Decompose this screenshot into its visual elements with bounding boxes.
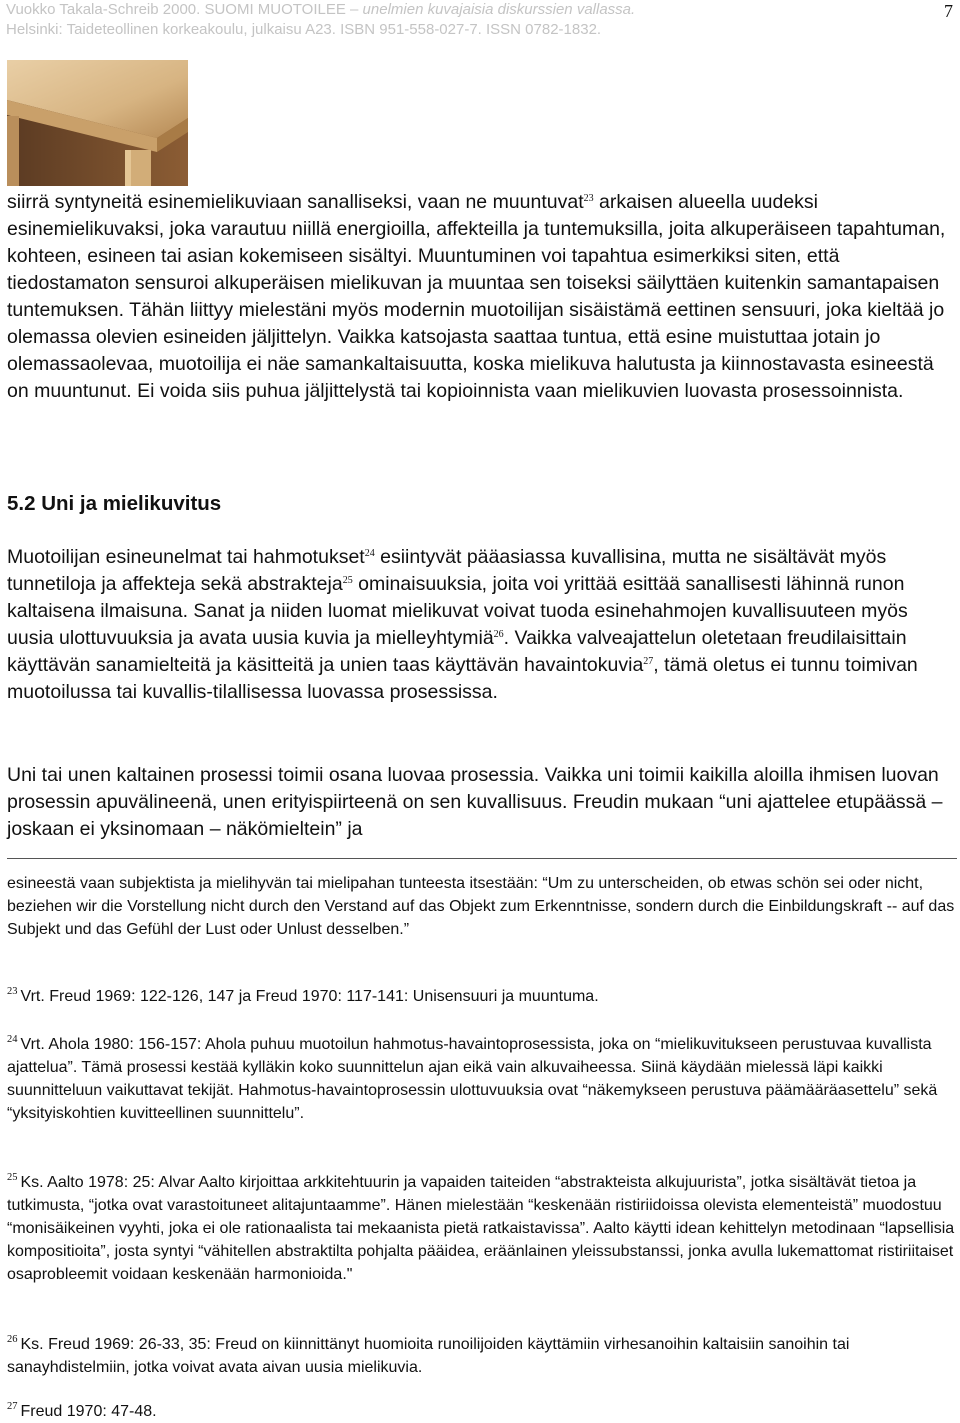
footnote-23 bbox=[7, 985, 957, 1008]
footnote-27 bbox=[7, 1400, 957, 1423]
para2-text-a: Muotoilijan esineunelmat tai hahmotukset bbox=[7, 546, 365, 568]
header-line-1 bbox=[6, 0, 635, 20]
para1-text-b: arkaisen alueella uudeksi esinemielikuvaksi, joka varautuu niillä energioilla, affekteilla ja tuntemuksilla, joita alkuperäiseen tapahtuman, kohteen, esineen tai asian kokemiseen sisältyi. Muuntuminen voi tapahtua esimerkiksi siten, että tiedostamaton sensuroi alkuperäisen mielikuvan ja muuntaa sen toiseksi säilyttäen kuitenkin samantapaisen tuntemuksen. Tähän liittyy mielestäni myös modernin muotoilijan sisäistämä eettinen sensuuri, joka kieltää jo olemassa olevien esineiden jäljittelyn. Vaikka katsojasta saattaa tuntua, että esine muistuttaa jotain jo olemassaolevaa, muotoilija ei näe samankaltaisuutta, koska mielikuva halutusta ja kiinnostavasta esineestä on muuntunut. Ei voida siis puhua jäljittelystä tai kopioinnista vaan mielikuvien luovasta prosessoinnista. bbox=[7, 191, 946, 402]
para2-text-d: . Vaikka valveajattelun oletetaan freudilaisittain käyttävän sanamielteitä ja käsitteitä ja unien taas käyttävän havaintokuvia bbox=[7, 627, 907, 676]
footnote-text: Freud 1970: 47-48. bbox=[20, 1403, 157, 1420]
section-heading: 5.2 Uni ja mielikuvitus bbox=[7, 492, 222, 515]
footnote-continued: esineestä vaan subjektista ja mielihyvän tai mielipahan tunteesta itsestään: “Um zu unterscheiden, ob etwas schön sei oder nicht, beziehen wir die Vorstellung nicht durch den Verstand auf das Objekt zum Erkenntnisse, sondern durch die Einbildungskraft -- auf das Subjekt und das Gefühl der Lust oder Unlust desselben.” bbox=[7, 875, 955, 938]
footnote-number: 27 bbox=[7, 1401, 18, 1412]
footnote-26 bbox=[7, 1333, 957, 1379]
chair-photo bbox=[7, 60, 188, 186]
footnote-25 bbox=[7, 1171, 957, 1286]
para1-text-a: siirrä syntyneitä esinemielikuviaan sanalliseksi, vaan ne muuntuvat bbox=[7, 191, 584, 213]
footnote-text: Ks. Aalto 1978: 25: Alvar Aalto kirjoittaa arkkitehtuurin ja vapaiden taiteiden “abstrakteista alkujuurista”, jotka sisältävät tietoa ja tutkimusta, “jotka ovat varastoituneet alitajuntaamme”. Hänen mielestään “keskenään ristiriidoissa olevista elementeistä” muodostuu “monisäikeinen vyyhti, joka ei ole rationaalista tai mekaanista pietä ratkaistavissa”. Aalto käytti idean kehittelyn metodinaan “lapsellisia kompositioita”, josta syntyi “vähitellen abstraktilta pohjalta pääidea, eräänlainen yleissubstanssi, jonka avulla lukemattomat ristiriitaiset osaprobleemit voidaan keskenään harmonioida." bbox=[7, 1174, 955, 1283]
para2-text-c: ominaisuuksia, joita voi yrittää esittää sanallisesti lähinnä runon kaltaisena ilmaisuna. Sanat ja niiden luomat mielikuvat voivat tuoda esinehahmojen kuvallisuuteen myös uusia ulottuvuuksia ja avata uusia kuvia ja mielleyhtymiä bbox=[7, 573, 908, 649]
footnote-number: 25 bbox=[7, 1172, 18, 1183]
header-book-subtitle: unelmien kuvajaisia diskurssien vallassa. bbox=[362, 1, 636, 18]
body-paragraph-1 bbox=[7, 189, 957, 405]
footnote-24 bbox=[7, 1033, 957, 1125]
footnote-ref-24[interactable]: 24 bbox=[364, 548, 375, 559]
footnote-separator bbox=[7, 858, 957, 859]
footnote-text: Vrt. Ahola 1980: 156-157: Ahola puhuu muotoilun hahmotus-havaintoprosessista, joka on “mielikuvitukseen perustuvaa kuvallista ajattelua”. Tämä prosessi kestää kylläkin koko suunnittelun ajan eikä vain alkuvaiheessa. Siinä käydään mielessä läpi kaikki suunnitteluun vaikuttavat tekijät. Hahmotus-havaintoprosessin ulottuvuuksia ovat “näkemykseen perustuva päämääräasettelu” sekä “yksityiskohtien kuvitteellinen suunnittelu”. bbox=[7, 1036, 938, 1122]
body-paragraph-3: Uni tai unen kaltainen prosessi toimii osana luovaa prosessia. Vaikka uni toimii kaikilla aloilla ihmisen luovan prosessin apuvälineenä, unen erityispiirteenä on sen kuvallisuus. Freudin mukaan “uni ajattelee etupäässä – joskaan ei yksinomaan – näkömieltein” ja bbox=[7, 764, 943, 840]
footnote-text: Vrt. Freud 1969: 122-126, 147 ja Freud 1970: 117-141: Unisensuuri ja muuntuma. bbox=[20, 988, 599, 1005]
running-header bbox=[6, 0, 635, 40]
chair-photo-image bbox=[7, 60, 188, 186]
body-paragraph-2 bbox=[7, 544, 957, 706]
header-citation: Vuokko Takala-Schreib 2000. SUOMI MUOTOILEE – bbox=[6, 1, 363, 18]
footnote-ref-27[interactable]: 27 bbox=[643, 656, 654, 667]
header-line-2: Helsinki: Taideteollinen korkeakoulu, julkaisu A23. ISBN 951-558-027-7. ISSN 0782-1832. bbox=[6, 21, 602, 38]
footnote-ref-26[interactable]: 26 bbox=[493, 629, 504, 640]
footnote-number: 26 bbox=[7, 1334, 18, 1345]
page-number: 7 bbox=[944, 1, 953, 21]
footnote-number: 24 bbox=[7, 1034, 18, 1045]
para2-text-b: esiintyvät pääasiassa kuvallisina, mutta ne sisältävät myös tunnetiloja ja affekteja sekä abstrakteja bbox=[7, 546, 887, 595]
footnote-text: Ks. Freud 1969: 26-33, 35: Freud on kiinnittänyt huomioita runoilijoiden käyttämiin virhesanoihin kaltaisiin sanoihin tai sanayhdistelmiin, jotka voivat avata aivan uusia mielikuvia. bbox=[7, 1336, 850, 1376]
para2-text-e: , tämä oletus ei tunnu toimivan muotoilussa tai kuvallis-tilallisessa luovassa prosessissa. bbox=[7, 654, 918, 703]
footnote-number: 23 bbox=[7, 986, 18, 997]
footnote-ref-23[interactable]: 23 bbox=[583, 193, 594, 204]
footnote-ref-25[interactable]: 25 bbox=[342, 575, 353, 586]
